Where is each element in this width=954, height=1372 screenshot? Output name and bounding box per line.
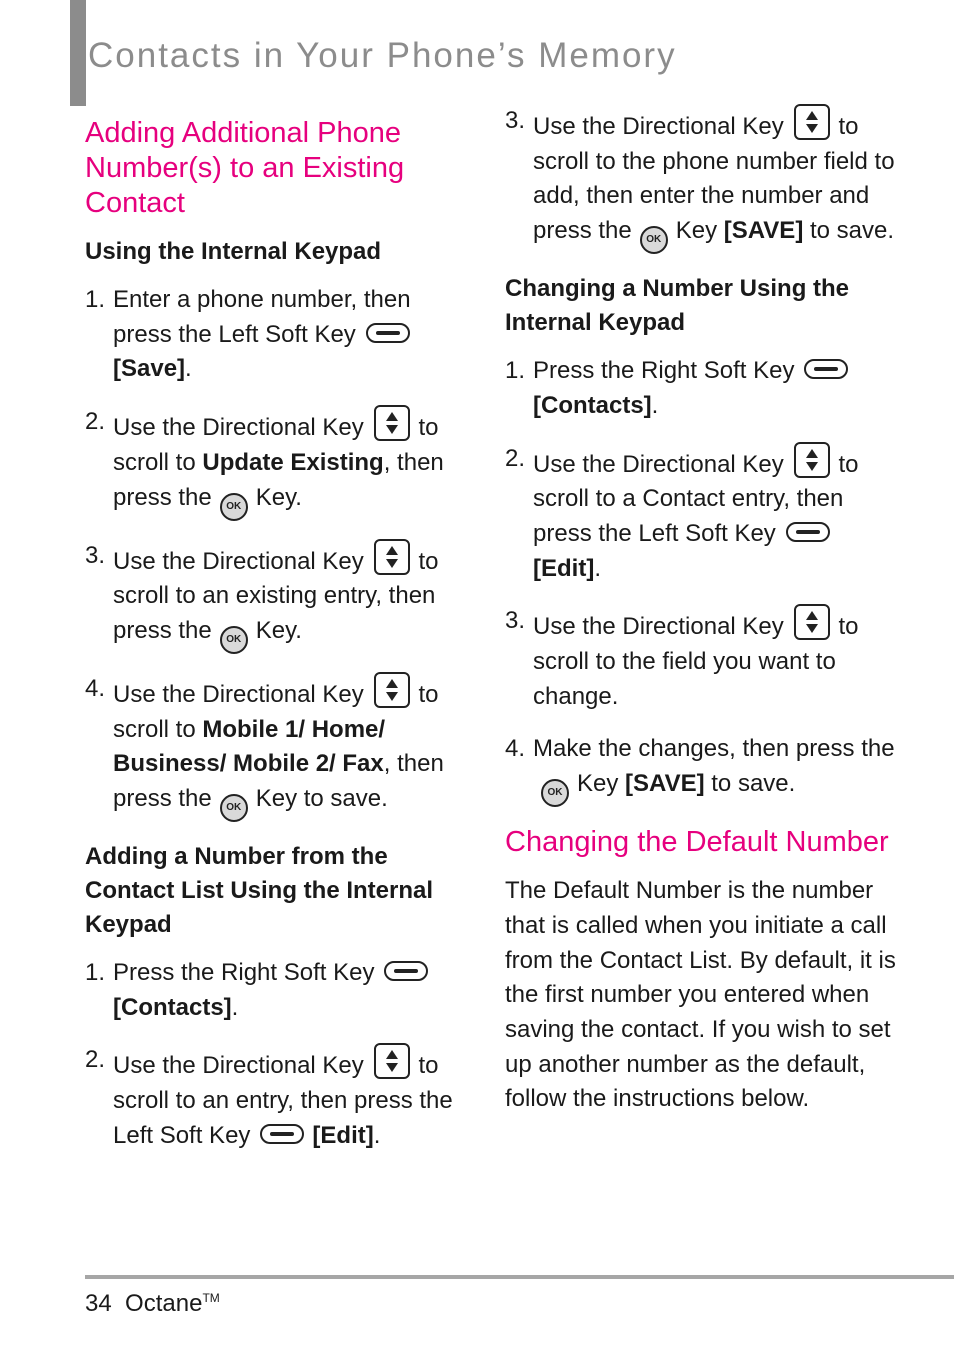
step-text: Key. [255, 616, 302, 644]
menu-option: Update Existing [202, 448, 384, 476]
softkey-label: [Save] [113, 355, 186, 383]
title-accent-bar [70, 0, 86, 106]
punct: . [185, 355, 192, 383]
step-number: 1. [85, 286, 106, 313]
step-text: to scroll to the field you want to change. [533, 613, 859, 710]
punct: . [231, 993, 239, 1021]
section-heading-default-number: Changing the Default Number [505, 826, 889, 859]
step-text: Press the Right Soft Key [533, 357, 795, 385]
step-number: 1. [505, 357, 526, 385]
step-2 [505, 442, 905, 587]
step-text: Use the Directional Key [533, 613, 784, 641]
step-text: Key. [255, 483, 302, 511]
subheading-contact-list: Adding a Number from the Contact List Using the Internal Keypad [85, 843, 434, 939]
directional-key-icon [794, 104, 830, 140]
step-number: 2. [85, 1046, 106, 1074]
left-column [85, 112, 455, 1172]
page-number: 34 [85, 1290, 112, 1317]
step-3 [505, 604, 905, 714]
step-text: Use the Directional Key [113, 1052, 364, 1080]
page-title: Contacts in Your Phone’s Memory [88, 36, 677, 75]
directional-key-icon [794, 442, 830, 478]
step-number: 2. [505, 444, 526, 472]
step-text: to scroll to an entry, then press the Left Soft Key [113, 1052, 453, 1149]
softkey-label: [SAVE] [723, 217, 804, 245]
section-heading-add-number: Adding Additional Phone Number(s) to an Existing Contact [85, 117, 405, 219]
punct: . [373, 1121, 381, 1149]
step-number: 4. [505, 735, 526, 763]
step-text: Use the Directional Key [113, 680, 364, 708]
right-soft-key-icon [384, 961, 428, 981]
page-footer [85, 1290, 220, 1318]
ok-key-icon: OK [541, 779, 569, 807]
left-soft-key-icon [786, 522, 830, 542]
step-text: Press the Right Soft Key [113, 959, 375, 987]
step-number: 4. [85, 674, 106, 702]
right-soft-key-icon [804, 359, 848, 379]
step-text: Enter a phone number, then press the Left Soft Key [113, 286, 411, 348]
footer-rule [85, 1275, 954, 1279]
softkey-label: [Contacts] [113, 993, 232, 1021]
softkey-label: [Edit] [312, 1121, 374, 1149]
step-4 [85, 672, 455, 822]
step-3 [505, 104, 905, 254]
step-number: 3. [505, 607, 526, 635]
step-text: Use the Directional Key [113, 414, 364, 442]
subheading-changing-number: Changing a Number Using the Internal Keypad [505, 275, 850, 337]
brand-name: Octane [125, 1290, 203, 1317]
step-1 [85, 283, 455, 387]
step-text: Use the Directional Key [533, 450, 784, 478]
step-text: Key [577, 770, 619, 798]
step-text: to scroll to [113, 680, 439, 743]
left-soft-key-icon [366, 323, 410, 343]
step-text: to save. [809, 217, 895, 245]
step-2 [85, 1043, 455, 1153]
step-number: 3. [505, 107, 526, 134]
step-1 [505, 354, 905, 423]
step-text: to scroll to a Contact entry, then press the Left Soft Key [533, 450, 859, 547]
default-number-paragraph: The Default Number is the number that is called when you initiate a call from the Contact List. By default, it is the first number you entered when saving the contact. If you wish to set up another number as the default, follow the instructions below. [505, 877, 896, 1113]
step-3 [85, 539, 455, 654]
step-text: Make the changes, then press the [533, 735, 895, 763]
step-2 [85, 405, 455, 520]
punct: . [594, 554, 601, 582]
directional-key-icon [794, 604, 830, 640]
step-number: 1. [85, 959, 106, 987]
softkey-label: [Edit] [533, 554, 595, 582]
subheading-internal-keypad: Using the Internal Keypad [85, 238, 382, 265]
step-text: , then press the [113, 448, 444, 511]
step-text: to scroll to the phone number field to add, then enter the number and press the [533, 113, 895, 245]
step-text: to scroll to [113, 414, 439, 476]
step-number: 2. [85, 408, 106, 436]
step-4 [505, 732, 905, 807]
ok-key-icon: OK [220, 794, 248, 822]
directional-key-icon [374, 539, 410, 575]
ok-key-icon: OK [640, 226, 668, 254]
directional-key-icon [374, 1043, 410, 1079]
step-text: , then press the [113, 750, 444, 813]
directional-key-icon [374, 672, 410, 708]
ok-key-icon: OK [220, 626, 248, 654]
step-text: Use the Directional Key [533, 113, 784, 140]
step-text: Use the Directional Key [113, 547, 364, 575]
ok-key-icon: OK [220, 493, 248, 521]
left-soft-key-icon [260, 1124, 304, 1144]
softkey-label: [SAVE] [625, 770, 705, 798]
step-1 [85, 956, 455, 1025]
trademark: TM [202, 1291, 220, 1305]
menu-option: Mobile 1/ Home/ Business/ Mobile 2/ Fax [113, 715, 386, 778]
punct: . [651, 391, 659, 419]
softkey-label: [Contacts] [533, 391, 652, 419]
step-text: Key [675, 217, 718, 245]
directional-key-icon [374, 405, 410, 441]
right-column [505, 104, 905, 1117]
step-text: Key to save. [255, 785, 388, 813]
step-text: to scroll to an existing entry, then press the [113, 547, 439, 644]
step-text: to save. [711, 770, 796, 798]
step-number: 3. [85, 541, 106, 569]
